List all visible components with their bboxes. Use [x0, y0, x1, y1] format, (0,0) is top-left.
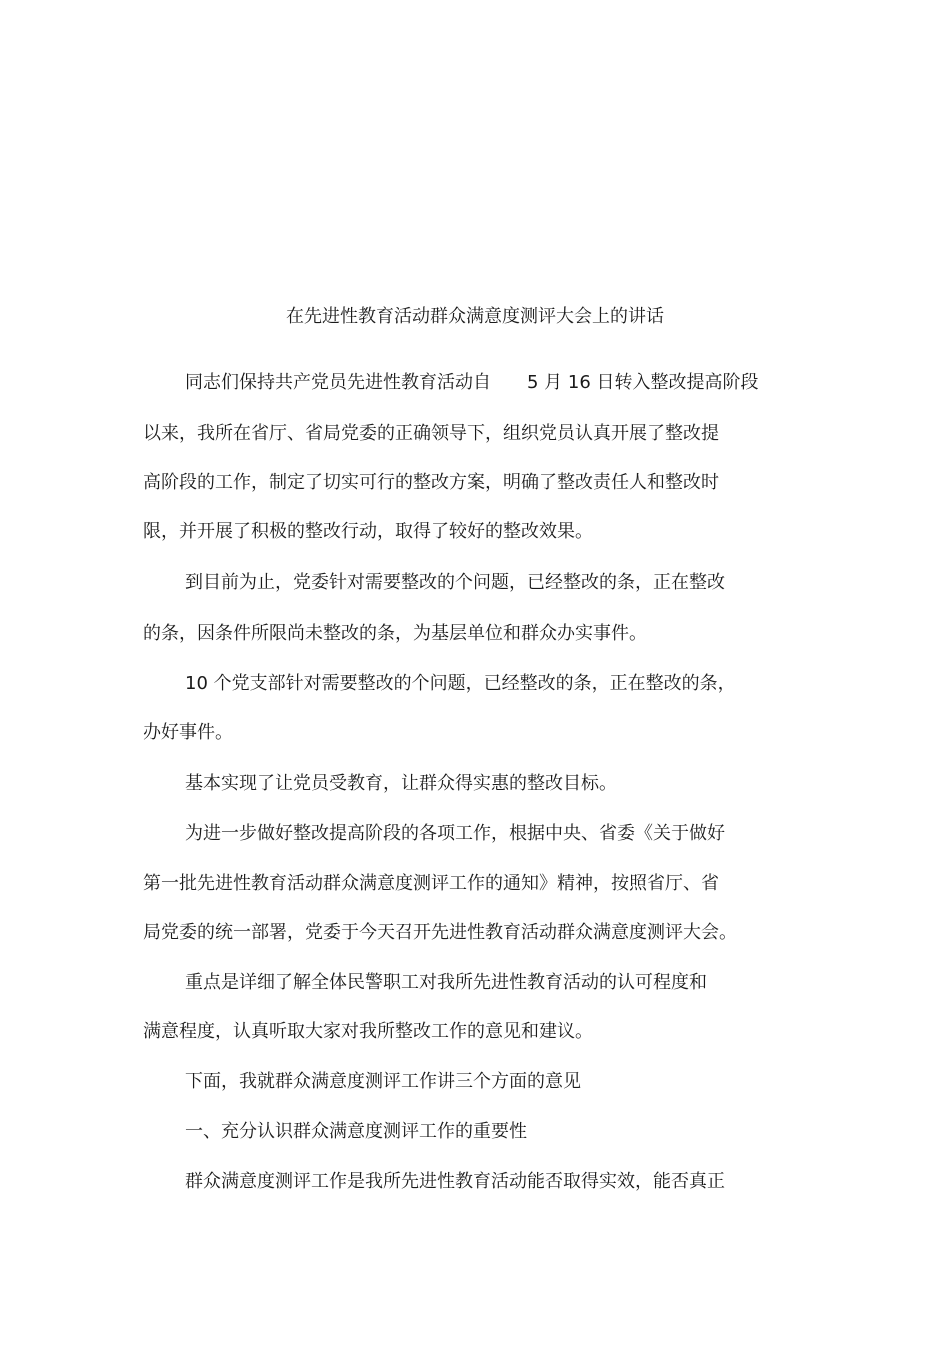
paragraph-line: 到目前为止，党委针对需要整改的个问题，已经整改的条，正在整改 [185, 572, 725, 593]
paragraph-line: 高阶段的工作，制定了切实可行的整改方案，明确了整改责任人和整改时 [143, 472, 719, 493]
paragraph-line: 第一批先进性教育活动群众满意度测评工作的通知》精神，按照省厅、省 [143, 873, 719, 894]
paragraph-line: 基本实现了让党员受教育，让群众得实惠的整改目标。 [185, 773, 617, 794]
paragraph-line: 10 个党支部针对需要整改的个问题，已经整改的条，正在整改的条， [185, 673, 736, 694]
paragraph-line: 办好事件。 [143, 722, 233, 743]
paragraph-line: 的条，因条件所限尚未整改的条，为基层单位和群众办实事件。 [143, 623, 647, 644]
paragraph-line [185, 370, 759, 396]
section-heading: 一、充分认识群众满意度测评工作的重要性 [185, 1121, 527, 1142]
paragraph-line: 为进一步做好整改提高阶段的各项工作，根据中央、省委《关于做好 [185, 823, 725, 844]
document-title: 在先进性教育活动群众满意度测评大会上的讲话 [286, 306, 664, 327]
paragraph-line: 局党委的统一部署，党委于今天召开先进性教育活动群众满意度测评大会。 [143, 922, 737, 943]
paragraph-line: 以来，我所在省厅、省局党委的正确领导下，组织党员认真开展了整改提 [143, 423, 719, 444]
paragraph-line: 下面，我就群众满意度测评工作讲三个方面的意见 [185, 1071, 581, 1092]
paragraph-line: 群众满意度测评工作是我所先进性教育活动能否取得实效，能否真正 [185, 1171, 725, 1192]
paragraph-line: 满意程度，认真听取大家对我所整改工作的意见和建议。 [143, 1021, 593, 1042]
line-text: 5 月 16 日转入整改提高阶段 [527, 372, 759, 393]
line-text: 同志们保持共产党员先进性教育活动自 [185, 372, 491, 393]
paragraph-line: 限，并开展了积极的整改行动，取得了较好的整改效果。 [143, 521, 593, 542]
paragraph-line: 重点是详细了解全体民警职工对我所先进性教育活动的认可程度和 [185, 972, 707, 993]
